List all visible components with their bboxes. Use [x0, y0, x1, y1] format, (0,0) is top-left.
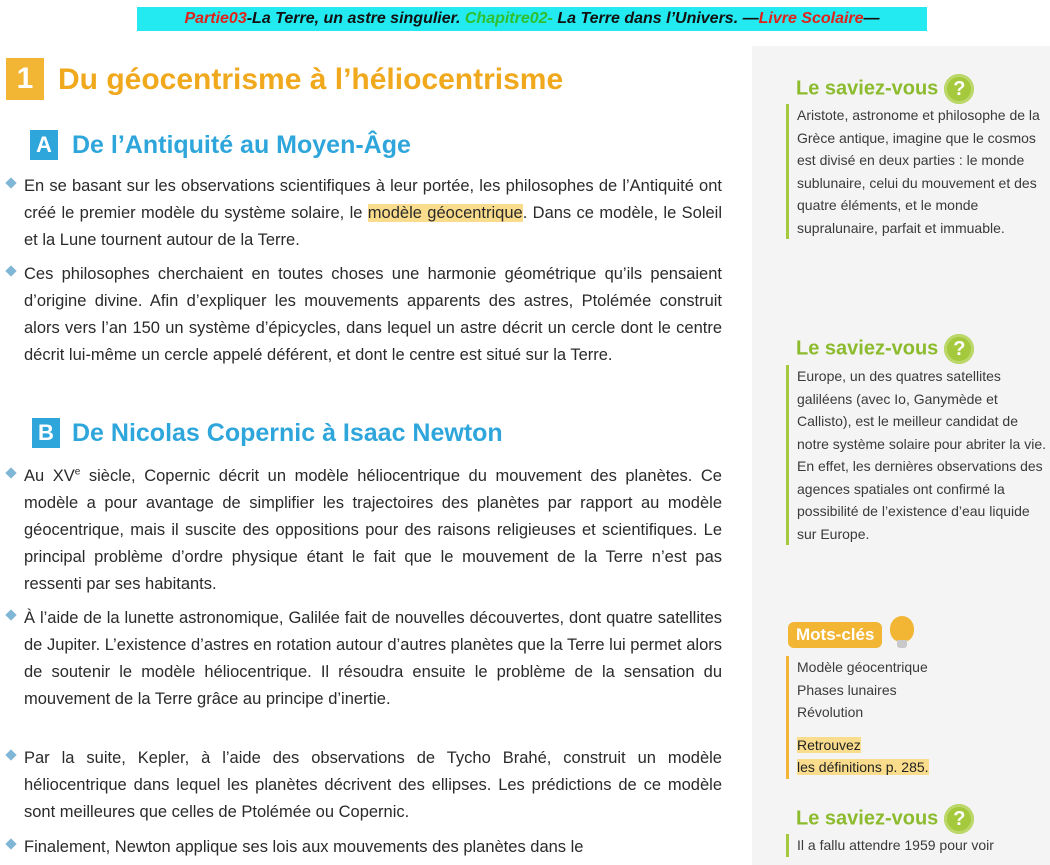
mots-cles-box: [786, 656, 1047, 779]
banner-part-title: -La Terre, un astre singulier.: [246, 10, 465, 27]
section-b-paragraph-4: [6, 834, 722, 861]
section-b-title: De Nicolas Copernic à Isaac Newton: [72, 419, 503, 447]
keyword-highlight: modèle géocentrique: [367, 204, 523, 222]
diamond-bullet-icon: [5, 838, 16, 849]
section-b-paragraph-3: [6, 745, 722, 826]
saviez-vous-box-3: [786, 834, 1047, 857]
diamond-bullet-icon: [5, 467, 16, 478]
banner-part: Partie03: [184, 10, 247, 27]
banner-chapter-title: La Terre dans l’Univers. —: [552, 10, 759, 27]
diamond-bullet-icon: [5, 177, 16, 188]
keyword-item: Phases lunaires: [797, 681, 897, 698]
section-a-badge: A: [30, 130, 58, 160]
saviez-vous-box-2: [786, 365, 1047, 545]
question-icon: ?: [944, 804, 974, 834]
saviez-vous-title-2: [796, 334, 974, 364]
diamond-bullet-icon: [5, 749, 16, 760]
superscript: e: [74, 466, 81, 478]
text-run: Au XV: [24, 467, 75, 485]
saviez-vous-text: En effet, les dernières observations des agences spatiales ont confirmé la possibilité de l’existence d’eau liquide sur Europe.: [797, 458, 1043, 542]
paragraph-text: Finalement, Newton applique ses lois aux mouvements des planètes dans le: [24, 838, 584, 856]
text-run: En se basant sur les observations scientifiques à leur portée, les philosophes de l’Antiquité ont créé le premier modèle du système solaire, le: [24, 177, 722, 222]
paragraph-text: Par la suite, Kepler, à l’aide des observations de Tycho Brahé, construit un modèle héliocentrique dans lequel les planètes décrivent des ellipses. Les prédictions de ce modèle sont meilleures que celles de Ptolémée ou Copernic.: [24, 749, 722, 821]
section-b-paragraph-1: [6, 463, 722, 598]
banner-source: Livre Scolaire: [758, 10, 864, 27]
diamond-bullet-icon: [5, 265, 16, 276]
chapter-title: Du géocentrisme à l’héliocentrisme: [58, 63, 564, 96]
saviez-vous-text: Il a fallu attendre 1959 pour voir: [797, 837, 994, 853]
question-icon: ?: [944, 74, 974, 104]
section-a-title: De l’Antiquité au Moyen-Âge: [72, 131, 411, 159]
saviez-vous-title-3: [796, 804, 974, 834]
chapter-number-badge: 1: [6, 58, 44, 100]
definitions-reference-line: les définitions p. 285.: [797, 759, 929, 775]
paragraph-text: À l’aide de la lunette astronomique, Galilée fait de nouvelles découvertes, dont quatre satellites de Jupiter. L’existence d’astres en rotation autour d’autres planètes que la Terre lui permet alors de soutenir le modèle héliocentrique. Il résoudra ensuite le problème de la sensation du mouvement de la Terre grâce au principe d’inertie.: [24, 609, 722, 708]
saviez-vous-label: Le saviez-vous: [796, 77, 939, 100]
section-a-paragraph-1: [6, 173, 722, 254]
saviez-vous-label: Le saviez-vous: [796, 337, 939, 360]
saviez-vous-title-1: [796, 74, 974, 104]
lightbulb-icon: [890, 616, 914, 642]
section-b-badge: B: [32, 418, 60, 448]
question-icon: ?: [944, 334, 974, 364]
saviez-vous-text: Aristote, astronome et philosophe de la Grèce antique, imagine que le cosmos est divisé en deux parties : le monde sublunaire, celui du mouvement et des quatre éléments, et le monde supralunaire, parfait et immuable.: [797, 107, 1040, 236]
banner-chapter: Chapitre02-: [464, 10, 553, 27]
keyword-item: Modèle géocentrique: [797, 659, 928, 675]
diamond-bullet-icon: [5, 609, 16, 620]
definitions-reference-line: Retrouvez: [797, 736, 861, 753]
section-a-paragraph-2: [6, 261, 722, 369]
paragraph-text: Ces philosophes cherchaient en toutes choses une harmonie géométrique qu’ils pensaient d’origine divine. Afin d’expliquer les mouvements apparents des astres, Ptolémée construit alors vers l’an 150 un système d’épicycles, dans lequel un astre décrit un cercle dont le centre décrit lui-même un cercle appelé déférent, et dont le centre est situé sur la Terre.: [24, 265, 722, 364]
text-run: . Dans ce modèle, le Soleil et la Lune tournent autour de la Terre.: [24, 204, 722, 249]
saviez-vous-box-1: [786, 104, 1047, 239]
mots-cles-label: Mots-clés: [788, 622, 882, 648]
keyword-item: Révolution: [797, 704, 864, 720]
section-b-paragraph-2: [6, 605, 722, 713]
definitions-reference: [797, 734, 1047, 779]
saviez-vous-text: Europe, un des quatres satellites galiléens (avec Io, Ganymède et Callisto), est le meilleur candidat de notre système solaire pour abriter la vie.: [797, 368, 1046, 452]
text-run: siècle, Copernic décrit un modèle héliocentrique du mouvement des planètes. Ce modèle a pour avantage de simplifier les trajectoires des planètes par rapport au modèle géocentrique, mais il suscite des oppositions pour des raisons religieuses et scientifiques. Le principal problème d’ordre physique étant le fait que le mouvement de la Terre n’est pas ressenti par ses habitants.: [24, 467, 722, 593]
banner-dash: —: [863, 10, 880, 27]
saviez-vous-label: Le saviez-vous: [796, 807, 939, 830]
